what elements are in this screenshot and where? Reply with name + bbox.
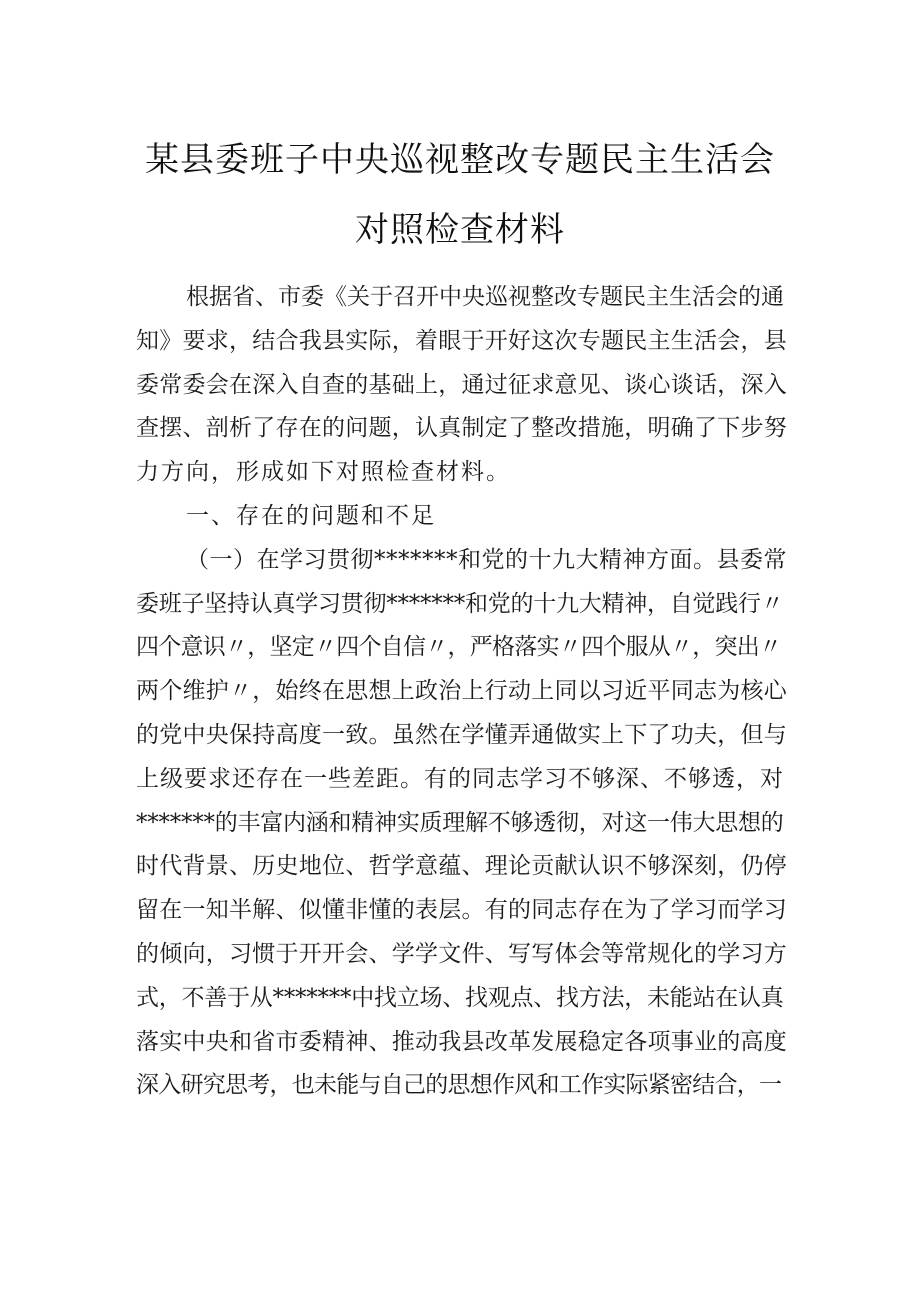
body-line: 式，不善于从*******中找立场、找观点、找方法，未能站在认真 [136,984,784,1011]
body-line: 时代背景、历史地位、哲学意蕴、理论贡献认识不够深刻，仍停 [136,853,787,880]
body-line: 留在一知半解、似懂非懂的表层。有的同志存在为了学习而学习 [136,897,787,924]
body-line: 委常委会在深入自查的基础上，通过征求意见、谈心谈话，深入 [136,371,787,398]
document-body [136,276,788,1108]
document-title-line-2: 对照检查材料 [355,210,565,250]
body-line: 知》要求，结合我县实际，着眼于开好这次专题民主生活会，县 [136,327,787,354]
document-title-line-1: 某县委班子中央巡视整改专题民主生活会 [145,140,775,180]
body-line: 根据省、市委《关于召开中央巡视整改专题民主生活会的通 [186,284,784,310]
section-heading: 一、存在的问题和不足 [186,502,436,529]
body-line: *******的丰富内涵和精神实质理解不够透彻，对这一伟大思想的 [136,809,784,836]
body-line: 力方向，形成如下对照检查材料。 [136,459,511,486]
body-line: 的党中央保持高度一致。虽然在学懂弄通做实上下了功夫，但与 [136,721,787,748]
body-line: 委班子坚持认真学习贯彻*******和党的十九大精神，自觉践行〃 [136,590,784,617]
body-line: 上级要求还存在一些差距。有的同志学习不够深、不够透，对 [136,765,784,792]
body-line: 的倾向，习惯于开开会、学学文件、写写体会等常规化的学习方 [136,940,787,967]
body-line: 查摆、剖析了存在的问题，认真制定了整改措施，明确了下步努 [136,415,787,442]
body-line: 两个维护〃，始终在思想上政治上行动上同以习近平同志为核心 [136,678,787,705]
body-line: （一）在学习贯彻*******和党的十九大精神方面。县委常 [186,546,787,573]
body-line: 落实中央和省市委精神、推动我县改革发展稳定各项事业的高度 [136,1028,787,1055]
body-line: 四个意识〃，坚定〃四个自信〃，严格落实〃四个服从〃，突出〃 [136,634,782,661]
body-line: 深入研究思考，也未能与自己的思想作风和工作实际紧密结合，一 [136,1072,782,1099]
